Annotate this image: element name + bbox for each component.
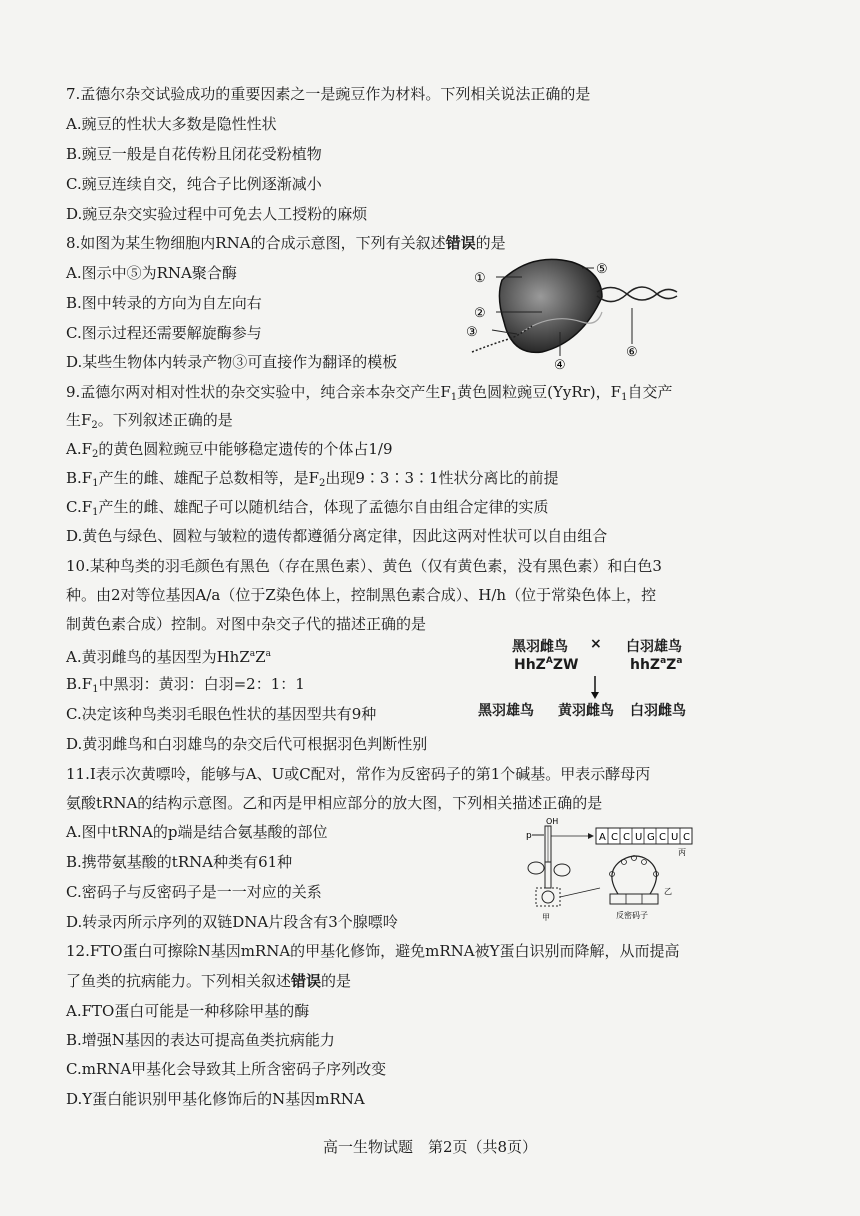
base: C: [611, 832, 618, 843]
q10-option-b: [66, 674, 305, 700]
q12-stem-2: [66, 971, 351, 991]
q8-stem-text: 8.如图为某生物细胞内RNA的合成示意图，下列有关叙述: [66, 234, 446, 252]
base: C: [683, 832, 690, 843]
q9-option-b: [66, 468, 559, 494]
q9-option-c: [66, 497, 549, 523]
label-5: ⑤: [596, 262, 608, 277]
q8-option-d: D.某些生物体内转录产物③可直接作为翻译的模板: [66, 353, 398, 371]
q12-stem-1: 12.FTO蛋白可擦除N基因mRNA的甲基化修饰，避免mRNA被Y蛋白识别而降解，从而提高: [66, 942, 680, 960]
anticodon-loop-zoom: [610, 856, 659, 905]
q9-c-2: 产生的雌、雄配子可以随机结合，体现了孟德尔自由组合定律的实质: [98, 498, 549, 516]
genotype-female: [514, 656, 578, 673]
base: U: [671, 832, 679, 843]
q12-option-d: D.Y蛋白能识别甲基化修饰后的N基因mRNA: [66, 1090, 365, 1108]
q10-stem-2: 种。由2对等位基因A/a（位于Z染色体上，控制黑色素合成）、H/h（位于常染色体上，控: [66, 586, 657, 604]
q7-option-c: C.豌豆连续自交，纯合子比例逐渐减小: [66, 175, 322, 193]
q8-stem: [66, 233, 506, 253]
q9-stem-1a: 9.孟德尔两对相对性状的杂交实验中，纯合亲本杂交产生F: [66, 383, 451, 401]
down-arrow-icon: [588, 676, 602, 700]
q8-option-a: A.图示中⑤为RNA聚合酶: [66, 264, 237, 282]
q7-option-b: B.豌豆一般是自花传粉且闭花受粉植物: [66, 145, 322, 163]
q11-option-d: D.转录丙所示序列的双链DNA片段含有3个腺嘌呤: [66, 913, 398, 931]
yi-label: 乙: [664, 887, 672, 896]
p-label: p: [526, 831, 532, 841]
q10-a-sup: a: [249, 649, 256, 659]
q10-b-2: 中黑羽：黄羽：白羽=2：1：1: [98, 675, 305, 693]
q8-stem-emphasis: 错误: [445, 234, 476, 252]
cross-symbol: ×: [590, 636, 602, 652]
trna-diagram: [518, 816, 698, 924]
base: C: [659, 832, 666, 843]
gm-sup: a: [676, 656, 683, 666]
q7-option-a: A.豌豆的性状大多数是隐性性状: [66, 115, 277, 133]
q9-stem-2b: 。下列叙述正确的是: [97, 411, 233, 429]
q9-a-1: A.F: [66, 440, 93, 458]
q12-option-b: B.增强N基因的表达可提高鱼类抗病能力: [66, 1031, 335, 1049]
label-1: ①: [474, 271, 486, 286]
q9-b-2: 产生的雌、雄配子总数相等，是F: [98, 469, 319, 487]
q9-sub: 2: [92, 449, 99, 460]
gm-sup: a: [660, 656, 667, 666]
q9-sub: 1: [92, 478, 99, 489]
base: A: [599, 832, 606, 843]
offspring-2: 黄羽雌鸟: [558, 703, 614, 719]
parent-female-label: 黑羽雌鸟: [512, 639, 568, 655]
q7-stem: 7.孟德尔杂交试验成功的重要因素之一是豌豆作为材料。下列相关说法正确的是: [66, 85, 591, 103]
cross-diagram: [478, 636, 708, 720]
q8-option-c: C.图示过程还需要解旋酶参与: [66, 324, 262, 342]
bing-label: 丙: [678, 848, 686, 857]
jia-label: 甲: [542, 913, 550, 922]
oh-label: OH: [546, 817, 559, 826]
q11-option-b: B.携带氨基酸的tRNA种类有61种: [66, 853, 293, 871]
q9-stem-2: [66, 410, 233, 436]
q10-option-d: D.黄羽雌鸟和白羽雄鸟的杂交后代可根据羽色判断性别: [66, 735, 428, 753]
transcription-diagram: [462, 252, 682, 372]
gm-1: hhZ: [630, 657, 661, 673]
q12-stem-2a: 了鱼类的抗病能力。下列相关叙述: [66, 972, 292, 990]
q10-stem-1: 10.某种鸟类的羽毛颜色有黑色（存在黑色素）、黄色（仅有黄色素，没有黑色素）和白色3: [66, 557, 662, 575]
q7-option-d: D.豌豆杂交实验过程中可免去人工授粉的麻烦: [66, 205, 368, 223]
anticodon-label: 反密码子: [616, 911, 648, 920]
gf-1: HhZ: [514, 657, 546, 673]
q10-option-c: C.决定该种鸟类羽毛眼色性状的基因型共有9种: [66, 705, 377, 723]
q9-stem-1b: 黄色圆粒豌豆(YyRr)，F: [457, 383, 622, 401]
q9-a-2: 的黄色圆粒豌豆中能够稳定遗传的个体占1/9: [98, 440, 393, 458]
base: C: [623, 832, 630, 843]
q12-option-c: C.mRNA甲基化会导致其上所含密码子序列改变: [66, 1060, 387, 1078]
base: U: [635, 832, 643, 843]
q9-b-3: 出现9∶3∶3∶1性状分离比的前提: [325, 469, 559, 487]
label-4: ④: [554, 358, 566, 372]
q12-stem-2b: 的是: [321, 972, 352, 990]
offspring-1: 黑羽雄鸟: [478, 703, 534, 719]
label-2: ②: [474, 306, 486, 321]
label-6: ⑥: [626, 345, 638, 360]
q10-a-sup: a: [265, 649, 271, 659]
q8-stem-tail: 的是: [475, 234, 506, 252]
q11-option-c: C.密码子与反密码子是一一对应的关系: [66, 883, 322, 901]
q10-b-1: B.F: [66, 675, 93, 693]
q10-a-1: A.黄羽雌鸟的基因型为HhZ: [66, 648, 250, 666]
q9-stem-1c: 自交产: [627, 383, 673, 401]
gm-2: Z: [666, 657, 677, 673]
q9-sub: 1: [450, 392, 458, 403]
q9-b-1: B.F: [66, 469, 93, 487]
q9-sub: 2: [91, 420, 98, 431]
q11-stem-1: 11.I表示次黄嘌呤，能够与A、U或C配对，常作为反密码子的第1个碱基。甲表示酵母丙: [66, 765, 651, 783]
offspring-3: 白羽雌鸟: [630, 703, 686, 719]
rna-polymerase-shape: [499, 259, 602, 352]
q12-stem-emphasis: 错误: [291, 972, 322, 990]
base: G: [647, 832, 655, 843]
base-sequence-box: [596, 828, 692, 844]
q11-option-a: A.图中tRNA的p端是结合氨基酸的部位: [66, 823, 328, 841]
q11-stem-2: 氨酸tRNA的结构示意图。乙和丙是甲相应部分的放大图，下列相关描述正确的是: [66, 794, 603, 812]
q9-sub: 1: [92, 507, 99, 518]
gf-2: ZW: [552, 657, 579, 673]
q10-stem-3: 制黄色素合成）控制。对图中杂交子代的描述正确的是: [66, 615, 427, 633]
gf-sup: A: [545, 656, 553, 666]
q9-option-a: [66, 439, 393, 465]
q10-a-z: Z: [255, 648, 266, 666]
q9-sub: 2: [319, 478, 326, 489]
parent-male-label: 白羽雄鸟: [626, 639, 682, 655]
q12-option-a: A.FTO蛋白可能是一种移除甲基的酶: [66, 1002, 310, 1020]
q9-c-1: C.F: [66, 498, 93, 516]
q10-option-a: [66, 644, 271, 667]
genotype-male: [630, 656, 682, 673]
q9-stem-2a: 生F: [66, 411, 92, 429]
q8-option-b: B.图中转录的方向为自左向右: [66, 294, 262, 312]
label-3: ③: [466, 325, 478, 340]
q9-sub: 1: [621, 392, 628, 403]
page-footer: 高一生物试题 第2页（共8页）: [322, 1138, 538, 1156]
q9-stem-1: [66, 382, 672, 408]
q10-b-sub: 1: [92, 684, 99, 695]
q9-option-d: D.黄色与绿色、圆粒与皱粒的遗传都遵循分离定律，因此这两对性状可以自由组合: [66, 527, 608, 545]
